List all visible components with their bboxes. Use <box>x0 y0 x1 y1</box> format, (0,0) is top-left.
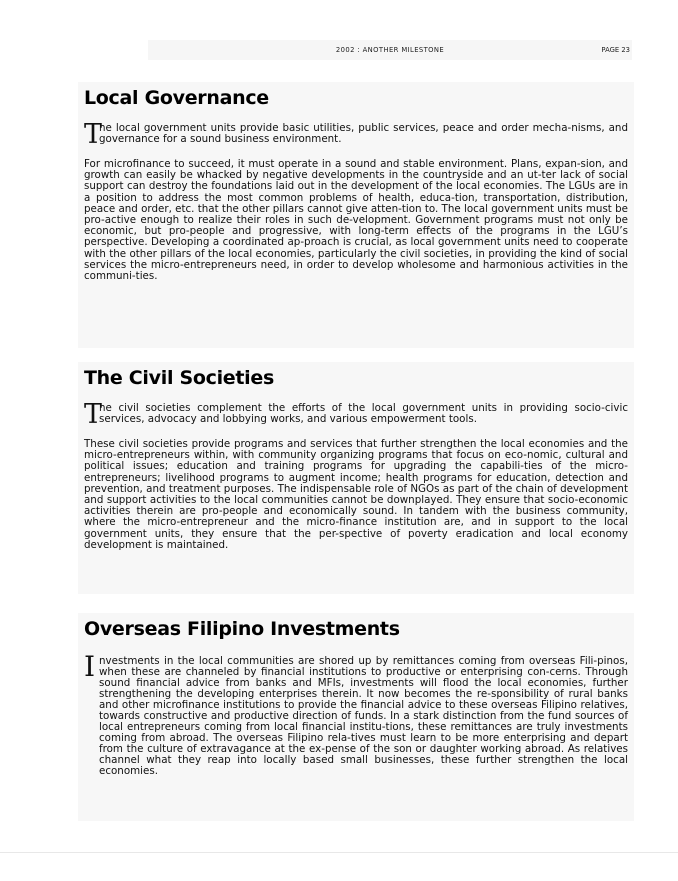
section-local-governance <box>78 82 634 348</box>
section-overseas-filipino-investments <box>78 613 634 821</box>
section-title: The Civil Societies <box>84 367 274 389</box>
lead-paragraph <box>84 650 628 777</box>
page-bottom-rule <box>0 852 678 853</box>
section-title: Local Governance <box>84 87 269 109</box>
lead-paragraph <box>84 399 628 430</box>
lead-text: he civil societies complement the efforts of the local government units in providing socio-civic services, advocacy and lobbying works, and various empowerment tools. <box>99 402 628 425</box>
section-civil-societies <box>78 362 634 594</box>
drop-cap: T <box>84 119 103 150</box>
section-title: Overseas Filipino Investments <box>84 618 400 640</box>
drop-cap: I <box>84 650 96 683</box>
body-paragraph: For microfinance to succeed, it must operate in a sound and stable environment. Plans, expan-sion, and growth can easily be whacked by negative developments in the countryside and an ut-ter lack of social support can destroy the foundations laid out in the development of the local economies. The LGUs are in a position to address the most common problems of health, educa-tion, transportation, distribution, peace and order, etc. that the other pillars cannot give atten-tion to. The local government units must be pro-active enough to realize their roles in such de-velopment. Government programs must not only be economic, but pro-people and progressive, with long-term effects of the programs in the LGU’s perspective. Developing a coordinated ap-proach is crucial, as local government units need to cooperate with the other pillars of the local economies, particularly the civil societies, in providing the kind of social services the micro-entrepreneurs need, in order to develop wholesome and harmonious activities in the communi-ties. <box>84 158 628 283</box>
lead-paragraph <box>84 119 628 150</box>
lead-text: he local government units provide basic utilities, public services, peace and order mecha-nisms, and governance for a sound business environment. <box>99 122 628 145</box>
lead-text: nvestments in the local communities are shored up by remittances coming from overseas Fili-pinos, when these are channeled by financial institutions to productive or enterprising con-cerns. Through sound financial advice from banks and MFIs, investments will flood the local economies, further strengthening the developing enterprises therein. It now becomes the re-sponsibility of rural banks and other microfinance institutions to provide the financial advice to these overseas Filipino relatives, towards constructive and productive direction of funds. In a stark distinction from the fund sources of local entrepreneurs coming from local financial institu-tions, these remittances are truly investments coming from abroad. The overseas Filipino rela-tives must learn to be more enterprising and depart from the culture of extravagance at the ex-pense of the son or daughter working abroad. As relatives channel what they reap into locally based small businesses, these further strengthen the local economies. <box>99 655 628 777</box>
drop-cap: T <box>84 399 103 430</box>
body-paragraph: These civil societies provide programs and services that further strengthen the local economies and the micro-entrepreneurs within, with community organizing programs that focus on eco-nomic, cultural and political issues; education and training programs for upgrading the capabili-ties of the micro-entrepreneurs; livelihood programs to augment income; health programs for education, detection and prevention, and treatment purposes. The indispensable role of NGOs as part of the chain of development and support activities to the local communities cannot be downplayed. They ensure that socio-economic activities therein are pro-people and economically sound. In tandem with the business community, where the micro-entrepreneur and the micro-finance institution are, and in support to the local government units, they ensure that the per-spective of poverty eradication and local economy development is maintained. <box>84 438 628 551</box>
page-number: PAGE 23 <box>601 46 630 54</box>
running-title: 2002 : ANOTHER MILESTONE <box>335 46 445 54</box>
page-header <box>148 40 632 60</box>
